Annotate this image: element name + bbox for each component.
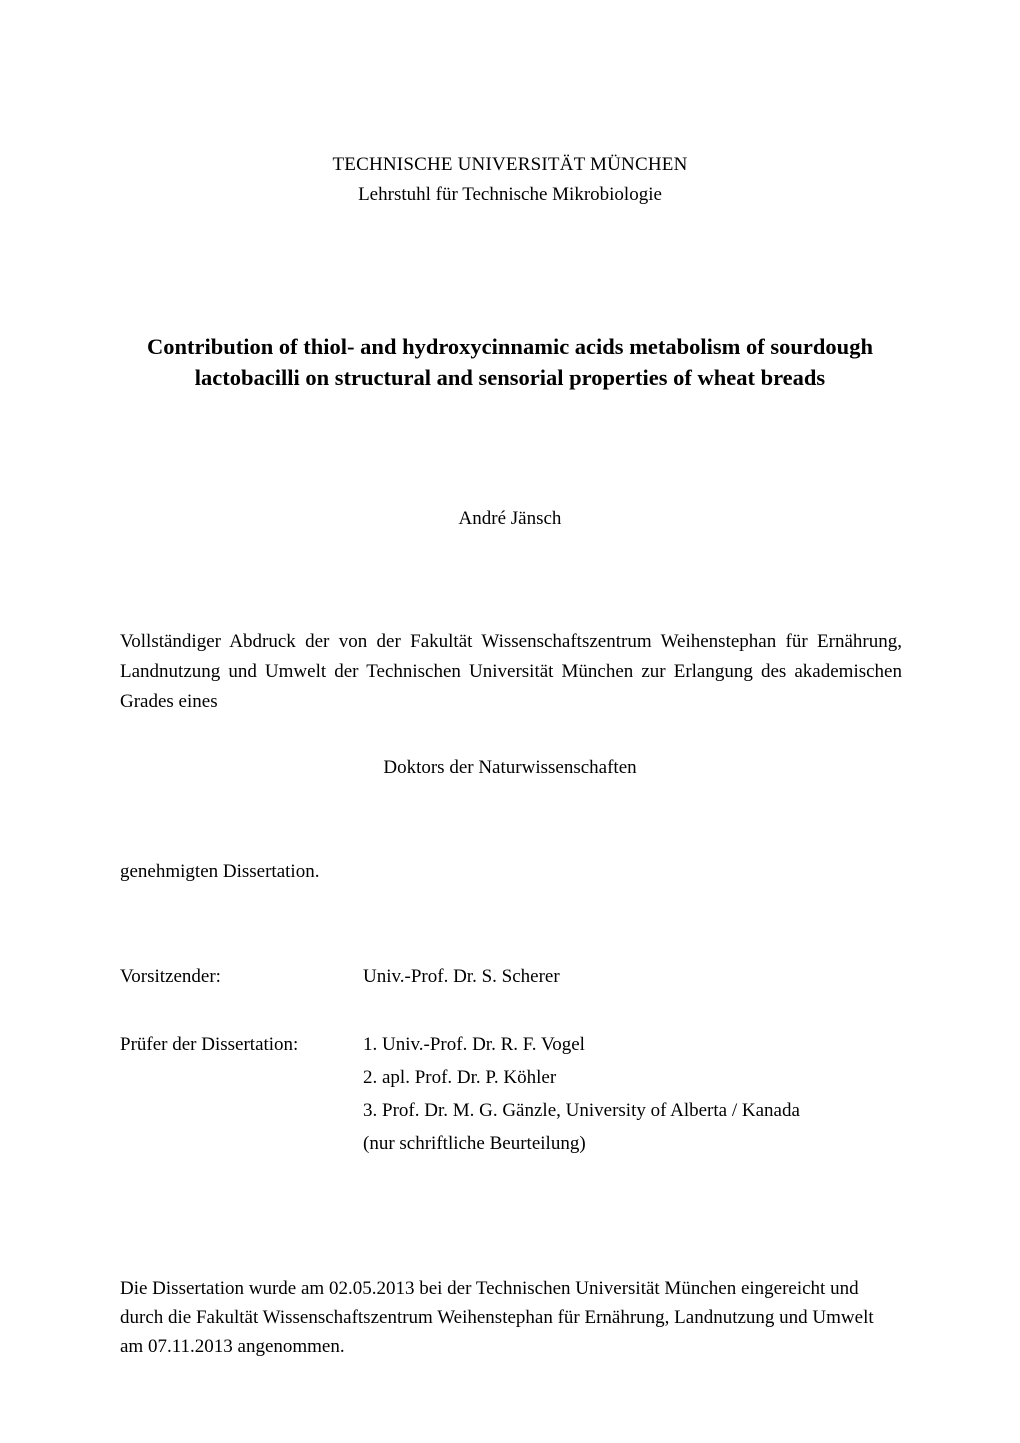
committee-examiner-2: 2. apl. Prof. Dr. P. Köhler bbox=[363, 1067, 557, 1088]
approval-paragraph: Vollständiger Abdruck der von der Fakultät Wissenschaftszentrum Weihenstephan für Ernährung, Landnutzung und Umwelt der Technischen Universität München zur Erlangung des akademischen Grades eines bbox=[120, 631, 902, 712]
committee-chair-name: Univ.-Prof. Dr. S. Scherer bbox=[363, 966, 560, 987]
degree-name: Doktors der Naturwissenschaften bbox=[383, 757, 637, 778]
chair-name: Lehrstuhl für Technische Mikrobiologie bbox=[358, 184, 662, 205]
committee-row-examiners bbox=[120, 1028, 900, 1160]
university-header bbox=[120, 150, 900, 210]
dissertation-note: genehmigten Dissertation. bbox=[120, 861, 320, 882]
committee-examiner-3: 3. Prof. Dr. M. G. Gänzle, University of Alberta / Kanada bbox=[363, 1100, 800, 1121]
submission-paragraph: Die Dissertation wurde am 02.05.2013 bei der Technischen Universität München eingereicht und durch die Fakultät Wissenschaftszentrum Weihenstephan für Ernährung, Landnutzung und Umwelt am 07.11.2013 angenommen. bbox=[120, 1278, 874, 1357]
committee-examiner-note: (nur schriftliche Beurteilung) bbox=[363, 1133, 586, 1154]
committee-examiners-values bbox=[363, 1028, 900, 1160]
author-name: André Jänsch bbox=[458, 508, 562, 529]
page-content-column bbox=[120, 0, 900, 1443]
committee-chair-label: Vorsitzender: bbox=[120, 966, 221, 987]
committee-row-chair bbox=[120, 960, 900, 993]
committee-examiner-1: 1. Univ.-Prof. Dr. R. F. Vogel bbox=[363, 1034, 585, 1055]
committee-block bbox=[120, 960, 900, 1160]
committee-examiners-label: Prüfer der Dissertation: bbox=[120, 1034, 299, 1055]
university-name: TECHNISCHE UNIVERSITÄT MÜNCHEN bbox=[332, 154, 688, 175]
page-title: Contribution of thiol- and hydroxycinnamic acids metabolism of sourdough lactobacilli on structural and sensorial properties of wheat breads bbox=[147, 334, 873, 391]
committee-chair-values bbox=[363, 960, 900, 993]
